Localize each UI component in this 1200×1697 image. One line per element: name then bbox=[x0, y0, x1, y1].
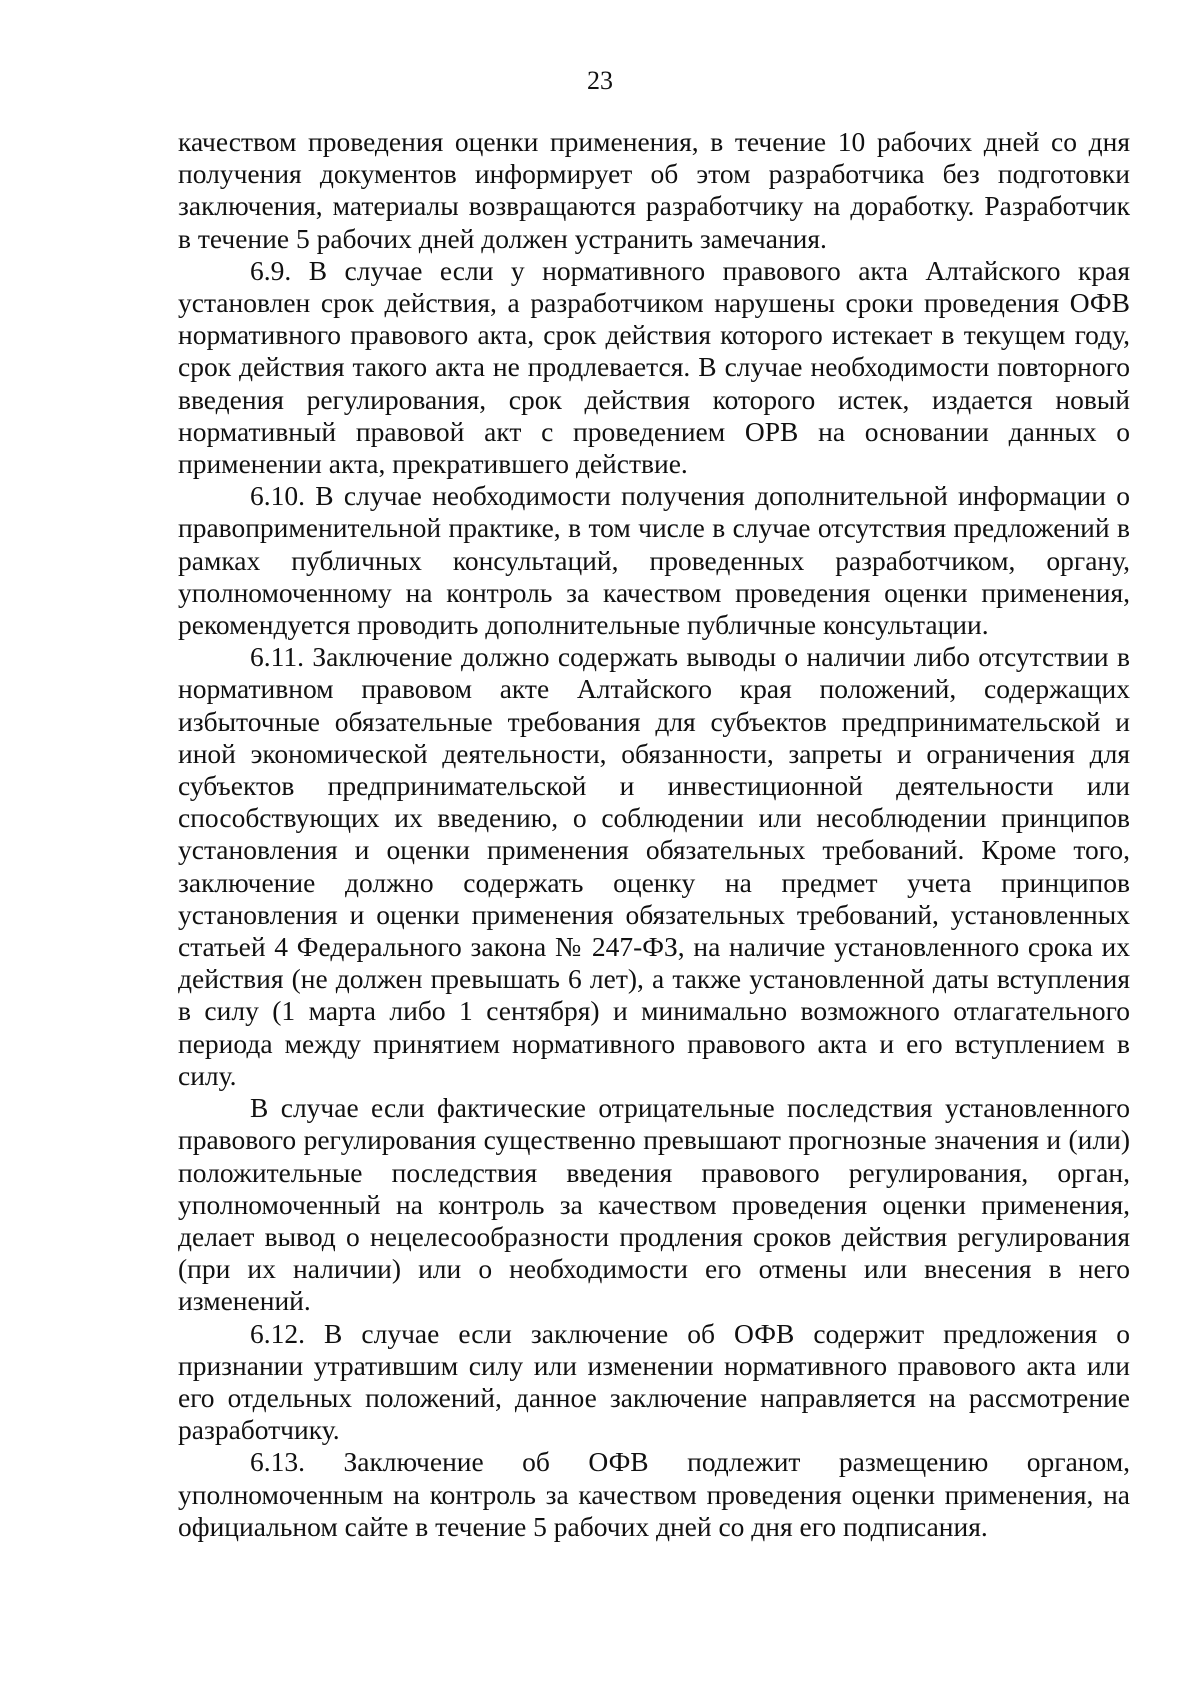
document-body bbox=[178, 126, 1130, 1543]
paragraph-6-12: 6.12. В случае если заключение об ОФВ содержит предложения о признании утратившим силу или изменении нормативного правового акта или его отдельных положений, данное заключение направляется на рассмотрение разработчику. bbox=[178, 1317, 1130, 1446]
paragraph-continuation: качеством проведения оценки применения, в течение 10 рабочих дней со дня получения документов информирует об этом разработчика без подготовки заключения, материалы возвращаются разработчику на доработку. Разработчик в течение 5 рабочих дней должен устранить замечания. bbox=[178, 126, 1130, 254]
paragraph-6-9: 6.9. В случае если у нормативного правового акта Алтайского края установлен срок действия, а разработчиком нарушены сроки проведения ОФВ нормативного правового акта, срок действия которого истекает в текущем году, срок действия такого акта не продлевается. В случае необходимости повторного введения регулирования, срок действия которого истек, издается новый нормативный правовой акт с проведением ОРВ на основании данных о применении акта, прекратившего действие. bbox=[178, 254, 1130, 480]
paragraph-6-11: 6.11. Заключение должно содержать выводы о наличии либо отсутствии в нормативном правовом акте Алтайского края положений, содержащих избыточные обязательные требования для субъектов предпринимательской и иной экономической деятельности, обязанности, запреты и ограничения для субъектов предпринимательской и инвестиционной деятельности или способствующих их введению, о соблюдении или несоблюдении принципов установления и оценки применения обязательных требований. Кроме того, заключение должно содержать оценку на предмет учета принципов установления и оценки применения обязательных требований, установленных статьей 4 Федерального закона № 247-ФЗ, на наличие установленного срока их действия (не должен превышать 6 лет), а также установленной даты вступления в силу (1 марта либо 1 сентября) и минимально возможного отлагательного периода между принятием нормативного правового акта и его вступлением в силу. bbox=[178, 641, 1130, 1091]
paragraph-6-10: 6.10. В случае необходимости получения дополнительной информации о правоприменительной практике, в том числе в случае отсутствия предложений в рамках публичных консультаций, проведенных разработчиком, органу, уполномоченному на контроль за качеством проведения оценки применения, рекомендуется проводить дополнительные публичные консультации. bbox=[178, 480, 1130, 641]
paragraph-6-13: 6.13. Заключение об ОФВ подлежит размещению органом, уполномоченным на контроль за качеством проведения оценки применения, на официальном сайте в течение 5 рабочих дней со дня его подписания. bbox=[178, 1446, 1130, 1542]
paragraph-6-11-continued: В случае если фактические отрицательные последствия установленного правового регулирования существенно превышают прогнозные значения и (или) положительные последствия введения правового регулирования, орган, уполномоченный на контроль за качеством проведения оценки применения, делает вывод о нецелесообразности продления сроков действия регулирования (при их наличии) или о необходимости его отмены или внесения в него изменений. bbox=[178, 1092, 1130, 1317]
page-number: 23 bbox=[587, 66, 613, 95]
